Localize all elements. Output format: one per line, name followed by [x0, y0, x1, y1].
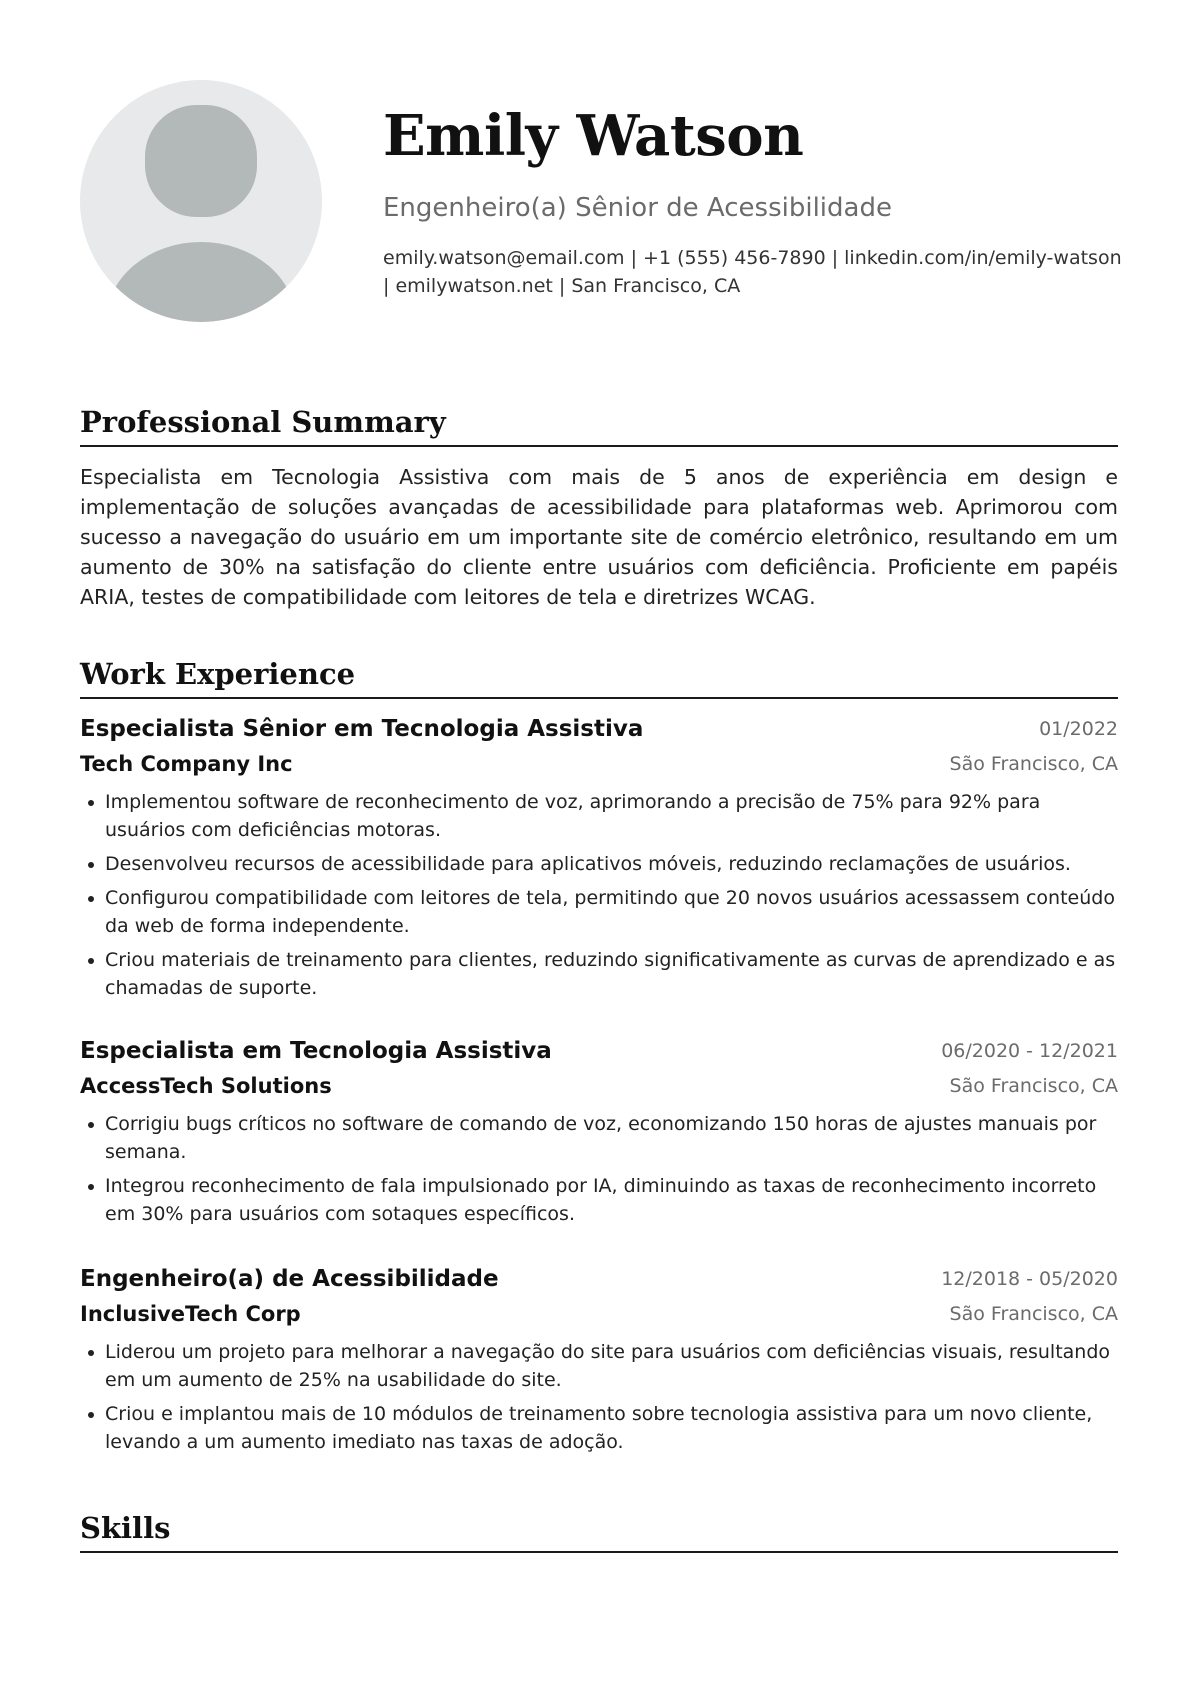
contact-info: emily.watson@email.com | +1 (555) 456-7890 | linkedin.com/in/emily-watson | emilywatson.net | San Francisco, CA [383, 247, 1122, 297]
summary-heading: Professional Summary [80, 408, 1118, 447]
job-title: Especialista Sênior em Tecnologia Assistiva [80, 716, 644, 742]
bullet-text: Liderou um projeto para melhorar a navegação do site para usuários com deficiências visuais, resultando em um aumento de 25% na usabilidade do site. [105, 1341, 1111, 1391]
job-date: 06/2020 - 12/2021 [941, 1040, 1118, 1062]
job-company: InclusiveTech Corp [80, 1302, 301, 1326]
bullet-dot-icon [88, 958, 94, 964]
bullet-dot-icon [88, 862, 94, 868]
job-bullets [80, 788, 1118, 1002]
candidate-title: Engenheiro(a) Sênior de Acessibilidade [383, 193, 892, 223]
job-bullets [80, 1110, 1118, 1228]
job-bullets [80, 1338, 1118, 1456]
summary-text: Especialista em Tecnologia Assistiva com mais de 5 anos de experiência em design e implementação de soluções avançadas de acessibilidade para plataformas web. Aprimorou com sucesso a navegação do usuário em um importante site de comércio eletrônico, resultando em um aumento de 30% na satisfação do cliente entre usuários com deficiência. Proficiente em papéis ARIA, testes de compatibilidade com leitores de tela e diretrizes WCAG. [80, 465, 1118, 609]
job-bullet [80, 1172, 1118, 1228]
job-bullet [80, 1338, 1118, 1394]
bullet-text: Configurou compatibilidade com leitores de tela, permitindo que 20 novos usuários acessassem conteúdo da web de forma independente. [105, 887, 1115, 937]
bullet-dot-icon [88, 1412, 94, 1418]
bullet-text: Implementou software de reconhecimento de voz, aprimorando a precisão de 75% para 92% para usuários com deficiências motoras. [105, 791, 1041, 841]
candidate-name: Emily Watson [383, 103, 804, 169]
skills-heading: Skills [80, 1514, 1118, 1553]
job-bullet [80, 788, 1118, 844]
job-title: Engenheiro(a) de Acessibilidade [80, 1266, 499, 1292]
bullet-text: Corrigiu bugs críticos no software de comando de voz, economizando 150 horas de ajustes manuais por semana. [105, 1113, 1097, 1163]
bullet-dot-icon [88, 896, 94, 902]
job-location: São Francisco, CA [949, 1075, 1118, 1097]
avatar-head-shape [145, 105, 257, 217]
experience-heading: Work Experience [80, 660, 1118, 699]
bullet-dot-icon [88, 1184, 94, 1190]
job-bullet [80, 850, 1118, 878]
bullet-text: Criou e implantou mais de 10 módulos de treinamento sobre tecnologia assistiva para um novo cliente, levando a um aumento imediato nas taxas de adoção. [105, 1403, 1093, 1453]
bullet-text: Integrou reconhecimento de fala impulsionado por IA, diminuindo as taxas de reconhecimento incorreto em 30% para usuários com sotaques específicos. [105, 1175, 1097, 1225]
job-location: São Francisco, CA [949, 753, 1118, 775]
job-company: Tech Company Inc [80, 752, 293, 776]
job-bullet [80, 884, 1118, 940]
bullet-dot-icon [88, 800, 94, 806]
job-entry-3 [80, 1266, 1118, 1462]
job-entry-2 [80, 1038, 1118, 1234]
bullet-dot-icon [88, 1350, 94, 1356]
bullet-dot-icon [88, 1122, 94, 1128]
job-location: São Francisco, CA [949, 1303, 1118, 1325]
avatar-body-shape [106, 242, 296, 322]
bullet-text: Criou materiais de treinamento para clientes, reduzindo significativamente as curvas de aprendizado e as chamadas de suporte. [105, 949, 1116, 999]
job-bullet [80, 946, 1118, 1002]
job-bullet [80, 1110, 1118, 1166]
job-bullet [80, 1400, 1118, 1456]
job-date: 01/2022 [1039, 718, 1118, 740]
bullet-text: Desenvolveu recursos de acessibilidade para aplicativos móveis, reduzindo reclamações de usuários. [105, 853, 1071, 875]
job-company: AccessTech Solutions [80, 1074, 332, 1098]
job-entry-1 [80, 716, 1118, 1008]
avatar-placeholder-icon [80, 80, 322, 322]
job-title: Especialista em Tecnologia Assistiva [80, 1038, 552, 1064]
job-date: 12/2018 - 05/2020 [941, 1268, 1118, 1290]
